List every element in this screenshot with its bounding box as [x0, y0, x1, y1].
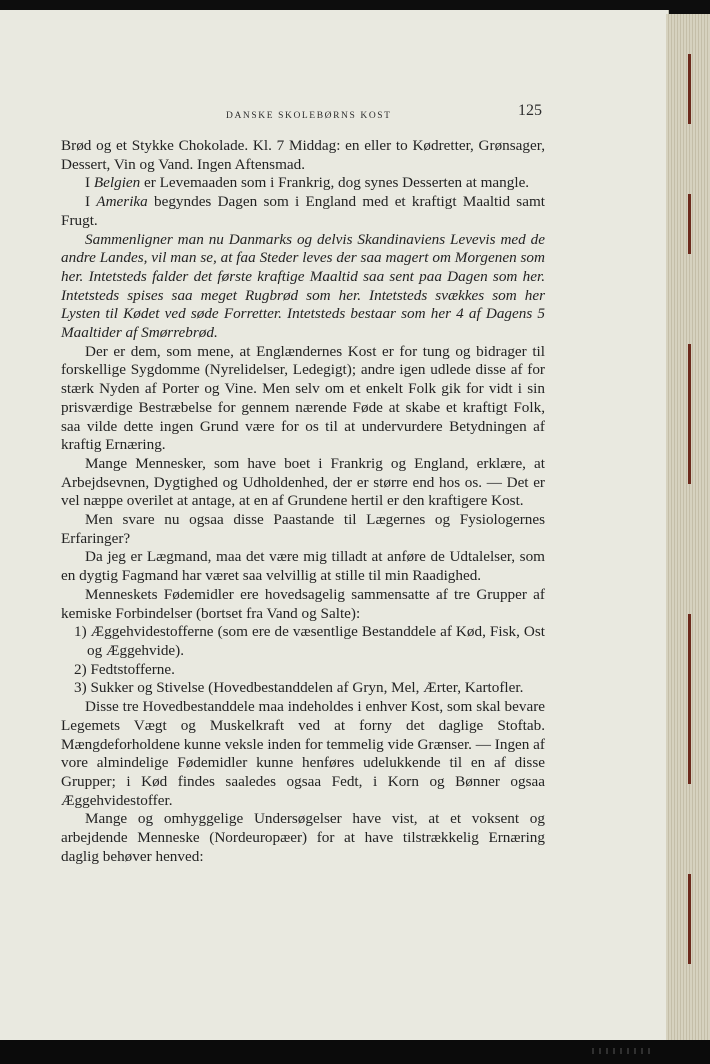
- paragraph: Da jeg er Lægmand, maa det være mig tilladt at anføre de Udtalelser, som en dygtig Fagmand har været saa velvillig at stille til min Raadighed.: [61, 548, 545, 585]
- country-name: Amerika: [96, 193, 148, 211]
- paragraph: Mange og omhyggelige Undersøgelser have vist, at et voksent og arbejdende Menneske (Nordeuropæer) for at have tilstrækkelig Ernæring daglig behøver henved:: [61, 810, 545, 865]
- page-number: 125: [518, 102, 542, 119]
- scan-noise: [592, 1048, 652, 1054]
- paragraph: Mange Mennesker, som have boet i Frankrig og England, erklære, at Arbejdsevnen, Dygtighed og Udholdenhed, der er større end hos os. — Det er vel næppe overilet at antage, at en af Grundene hertil er den kraftigere Kost.: [61, 454, 545, 510]
- edge-mark: [688, 614, 691, 784]
- country-name: Belgien: [93, 174, 141, 192]
- edge-mark: [688, 194, 691, 254]
- paragraph: Men svare nu ogsaa disse Paastande til Lægernes og Fysiologernes Erfaringer?: [61, 511, 545, 547]
- running-title: DANSKE SKOLEBØRNS KOST: [226, 111, 392, 121]
- edge-mark: [688, 874, 691, 964]
- paragraph-amerika: I Amerika begyndes Dagen som i England med et kraftigt Maaltid samt Frugt.: [61, 193, 545, 229]
- paragraph: Der er dem, som mene, at Englændernes Kost er for tung og bidrager til forskellige Sygdomme (Nyrelidelser, Ledegigt); andre igen udlede disse af for stærk Nyden af Porter og Vine. Men selv om et enkelt Folk gik for vidt i sin prisværdige Bestræbelse for gennem nærende Føde at skabe et kraftigt Folk, saa vilde dette ingen Grund være for os til at undervurdere Betydningen af kraftig Ernæring.: [61, 342, 545, 454]
- list-item: 3) Sukker og Stivelse (Hovedbestanddelen af Gryn, Mel, Ærter, Kartofler.: [74, 679, 524, 697]
- list-item: 2) Fedtstofferne.: [74, 660, 175, 678]
- body-text: [61, 137, 545, 866]
- italic-paragraph: Sammenligner man nu Danmarks og delvis Skandinaviens Levevis med de andre Landes, vil man se, at faa Steder leves der saa magert om Morgenen som her. Intetsteds falder det første kraftige Maaltid saa sent paa Dagen som her. Intetsteds spises saa meget Rugbrød som her. Intetsteds svækkes som her Lysten til Kødet ved søde Forretter. Intetsteds bestaar som her 4 af Dagens 5 Maaltider af Smørrebrød.: [61, 230, 545, 342]
- paragraph: Brød og et Stykke Chokolade. Kl. 7 Middag: en eller to Kødretter, Grønsager, Dessert, Vin og Vand. Ingen Aftensmad.: [61, 137, 545, 173]
- paragraph-belgien: I Belgien er Levemaaden som i Frankrig, dog synes Desserten at mangle.: [85, 174, 530, 192]
- edge-mark: [688, 54, 691, 124]
- paragraph: Menneskets Fødemidler ere hovedsagelig sammensatte af tre Grupper af kemiske Forbindelser (bortset fra Vand og Salte):: [61, 585, 545, 622]
- list-item: 1) Æggehvidestofferne (som ere de væsentlige Bestanddele af Kød, Fisk, Ost og Æggehvide).: [74, 623, 545, 659]
- edge-mark: [688, 344, 691, 484]
- book-page: [0, 10, 669, 1042]
- paragraph: Disse tre Hovedbestanddele maa indeholdes i enhver Kost, som skal bevare Legemets Vægt og Muskelkraft ved at forny det daglige Stoftab. Mængdeforholdene kunne veksle inden for temmelig vide Grænser. — Ingen af vore almindelige Fødemidler kunne henføres udelukkende til en af disse Grupper; i Kød findes saaledes ogsaa Fedt, i Korn og Bønner ogsaa Æggehvidestoffer.: [61, 698, 545, 809]
- book-page-edges: [666, 14, 710, 1044]
